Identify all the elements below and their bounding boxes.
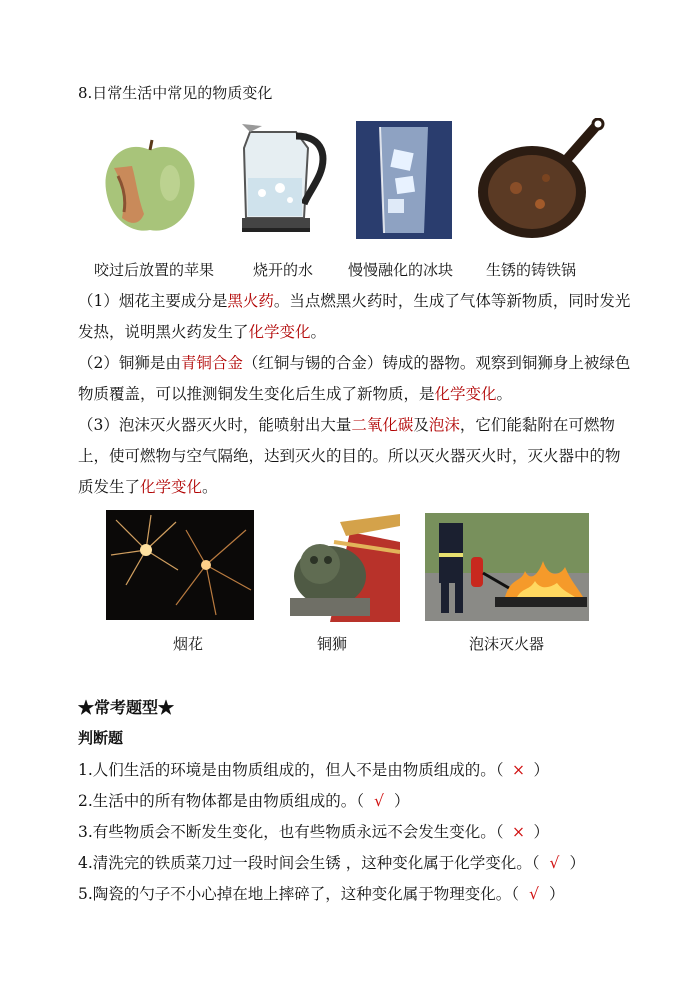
paragraph-fireworks: （1）烟花主要成分是黑火药。当点燃黑火药时，生成了气体等新物质，同时发光发热，说明黑火药发生了化学变化。: [78, 292, 631, 341]
section-title: 8.日常生活中常见的物质变化: [78, 84, 273, 102]
fireworks-image: [106, 510, 254, 620]
caption-ice: 慢慢融化的冰块: [348, 261, 454, 279]
paragraph-bronze-lion: （2）铜狮是由青铜合金（红铜与锡的合金）铸成的器物。观察到铜狮身上被绿色物质覆盖，可以推测铜发生变化后生成了新物质，是化学变化。: [78, 354, 631, 403]
caption-pan: 生锈的铸铁锅: [486, 261, 577, 279]
question-item: 5.陶瓷的勺子不小心掉在地上摔碎了，这种变化属于物理变化。（ √ ）: [78, 885, 565, 903]
common-questions-header: ★常考题型★: [78, 698, 175, 717]
answer-mark: √: [529, 885, 539, 903]
caption-apple: 咬过后放置的苹果: [94, 261, 215, 279]
answer-mark: ×: [512, 761, 526, 779]
rusty-pan-image: [476, 118, 606, 242]
caption-bronze-lion: 铜狮: [317, 635, 348, 653]
answer-mark: √: [374, 792, 384, 810]
question-type-label: 判断题: [78, 729, 124, 747]
question-item: 3.有些物质会不断发生变化，也有些物质永远不会发生变化。（ × ）: [78, 823, 550, 841]
answer-mark: ×: [512, 823, 526, 841]
apple-image: [92, 128, 208, 238]
paragraph-extinguisher: （3）泡沫灭火器灭火时，能喷射出大量二氧化碳及泡沫，它们能黏附在可燃物上，使可燃物与空气隔绝，达到灭火的目的。所以灭火器灭火时，灭火器中的物质发生了化学变化。: [78, 416, 621, 496]
question-item: 1.人们生活的环境是由物质组成的，但人不是由物质组成的。（ × ）: [78, 761, 550, 779]
bronze-lion-image: [270, 512, 400, 622]
question-item: 4.清洗完的铁质菜刀过一段时间会生锈 ，这种变化属于化学变化。（ √ ）: [78, 854, 585, 872]
answer-mark: √: [549, 854, 560, 872]
caption-kettle: 烧开的水: [253, 261, 314, 279]
question-item: 2.生活中的所有物体都是由物质组成的。（ √ ）: [78, 792, 410, 810]
caption-fireworks: 烟花: [173, 635, 204, 653]
caption-extinguisher: 泡沫灭火器: [469, 635, 545, 653]
kettle-image: [232, 118, 330, 238]
fire-extinguisher-image: [425, 513, 589, 621]
ice-glass-image: [356, 121, 452, 239]
